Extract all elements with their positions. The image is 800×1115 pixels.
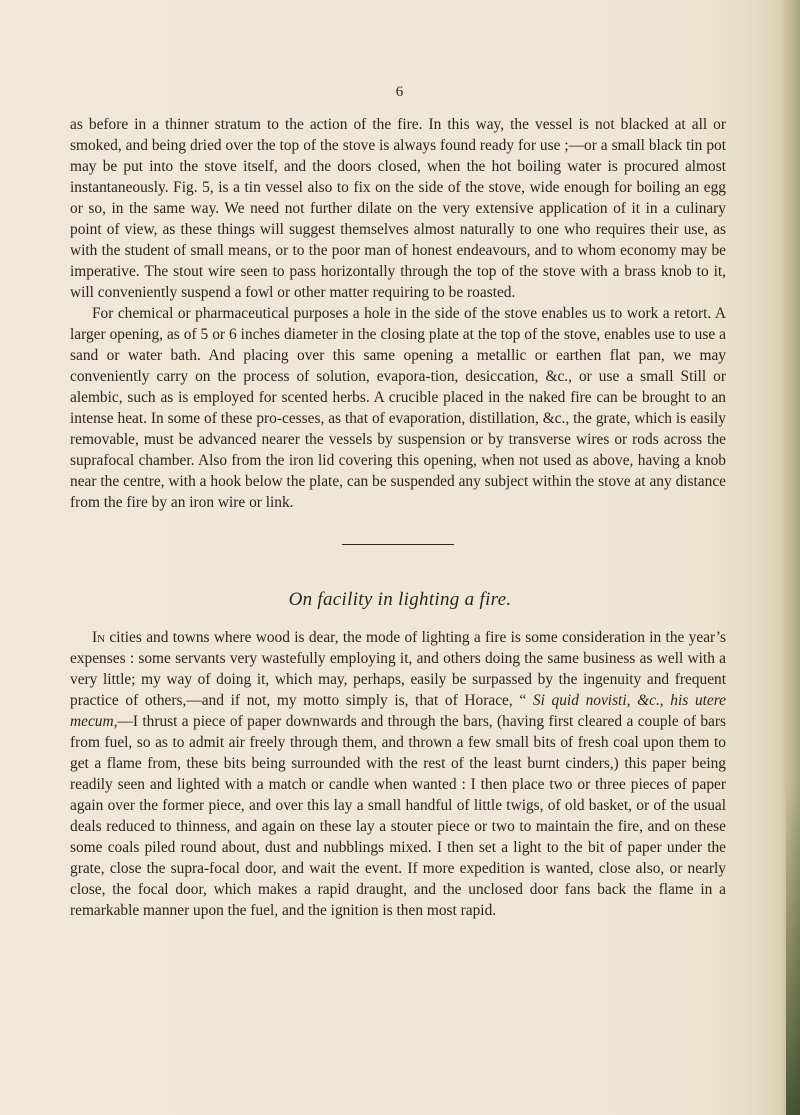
- section-divider-rule: [342, 544, 454, 545]
- paragraph-text-part-2: —I thrust a piece of paper downwards and through the bars, (having first cleared a couple of bars from fuel, so as to admit air freely through them, and thrown a few small bits of fresh coal upon them to get a flame from, these bits being surrounded with the rest of the least burnt cinders,) this paper being readily seen and lighted with a match or candle when wanted : I then place two or three pieces of paper again over the former piece, and over this lay a small handful of little twigs, of old basket, or of the usual deals reduced to thinness, and again on these lay a stouter piece or two to maintain the fire, and on these some coals piled round about, dust and nubblings mixed. I then set a light to the bit of paper under the grate, close the supra-focal door, and wait the event. If more expedition is wanted, close also, or nearly close, the focal door, which makes a rapid draught, and the unclosed door fans back the flame in a remarkable manner upon the fuel, and the ignition is then most rapid.: [70, 713, 726, 919]
- page-edge-discoloration: [786, 780, 800, 1115]
- paragraph-chemical-purposes: For chemical or pharmaceutical purposes a hole in the side of the stove enables us to work a retort. A larger opening, as of 5 or 6 inches diameter in the closing plate at the top of the stove, enables use to use a sand or water bath. And placing over this same opening a metallic or earthen flat pan, we may conveniently carry on the process of solution, evapora-tion, desiccation, &c., or use a small Still or alembic, such as is employed for scented herbs. A crucible placed in the naked fire can be brought to an intense heat. In some of these pro-cesses, as that of evaporation, distillation, &c., the grate, which is easily removable, must be advanced nearer the vessels by suspension or by transverse wires or rods across the suprafocal chamber. Also from the iron lid covering this opening, when not used as above, having a knob near the centre, with a hook below the plate, can be suspended any subject within the stove at any distance from the fire by an iron wire or link.: [70, 305, 726, 511]
- paragraph-lead-in: In: [92, 629, 106, 646]
- lower-text-block: [70, 627, 726, 921]
- paragraph-lighting-fire: [70, 627, 726, 921]
- page-number: 6: [395, 84, 405, 100]
- section-heading: On facility in lighting a fire.: [288, 589, 512, 610]
- paragraph-continuation: as before in a thinner stratum to the action of the fire. In this way, the vessel is not blacked at all or smoked, and being dried over the top of the stove is always found ready for use ;—or a small black tin pot may be put into the stove itself, and the doors closed, when the hot boiling water is procured almost instantaneously. Fig. 5, is a tin vessel also to fix on the side of the stove, wide enough for boiling an egg or so, in the same way. We need not further dilate on the very extensive application of it in a culinary point of view, as these things will suggest themselves almost naturally to one who requires their use, as with the student of small means, or to the poor man of honest endeavours, and to whom economy may be imperative. The stout wire seen to pass horizontally through the top of the stove with a brass knob to it, will conveniently suspend a fowl or other matter requiring to be roasted.: [70, 116, 726, 301]
- paragraph-text-part-1: cities and towns where wood is dear, the mode of lighting a fire is some consideration in the year’s expenses : some servants very wastefully employing it, and others doing the same business as well with a very little; my way of doing it, which may, perhaps, easily be surpassed by the ingenuity and frequent practice of others,—and if not, my motto simply is, that of Horace, “: [70, 629, 726, 709]
- latin-quote: Si quid novisti, &c., his utere mecum,: [70, 692, 726, 730]
- upper-text-block: [70, 114, 726, 513]
